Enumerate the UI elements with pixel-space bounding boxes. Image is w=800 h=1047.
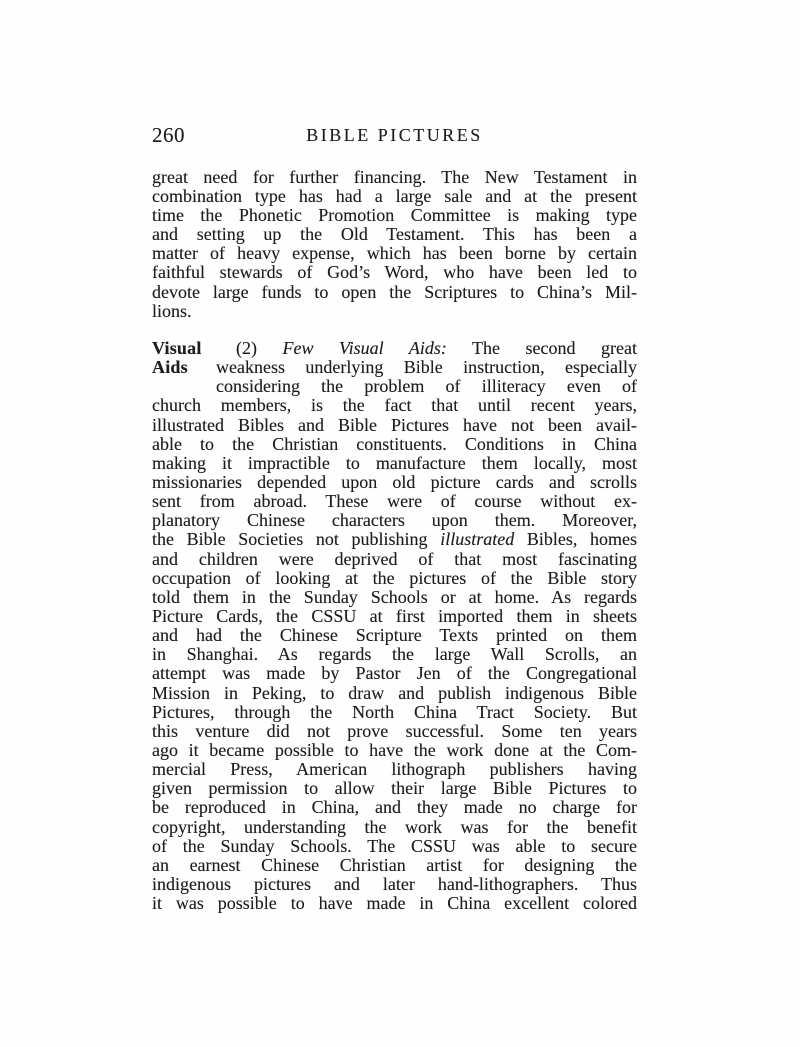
text-segment: lions. bbox=[152, 300, 192, 321]
text-segment: matter of heavy expense, which has been borne by certain bbox=[152, 243, 637, 264]
text-line bbox=[152, 779, 637, 798]
text-line bbox=[152, 856, 637, 875]
text-line bbox=[152, 626, 637, 645]
text-segment: Picture Cards, the CSSU at first imported them in sheets bbox=[152, 605, 637, 626]
text-segment: devote large funds to open the Scriptures to China’s Mil- bbox=[152, 281, 637, 302]
text-line bbox=[152, 396, 637, 415]
text-segment: missionaries depended upon old picture cards and scrolls bbox=[152, 471, 637, 492]
text-segment: Bibles, homes bbox=[514, 529, 638, 550]
text-segment: (2) bbox=[236, 338, 283, 358]
text-line bbox=[152, 168, 637, 187]
text-line bbox=[152, 588, 637, 607]
text-segment: weakness underlying Bible instruction, especially bbox=[216, 357, 637, 378]
text-segment: Pictures, through the North China Tract Society. But bbox=[152, 701, 637, 722]
text-segment: given permission to allow their large Bible Pictures to bbox=[152, 778, 637, 799]
text-line bbox=[152, 416, 637, 435]
text-line bbox=[152, 645, 637, 664]
text-segment: be reproduced in China, and they made no charge for bbox=[152, 797, 637, 818]
text-line bbox=[152, 875, 637, 894]
text-line bbox=[152, 302, 637, 321]
text-segment: copyright, understanding the work was for the benefit bbox=[152, 816, 637, 837]
running-title: BIBLE PICTURES bbox=[306, 125, 483, 145]
text-line bbox=[152, 435, 637, 454]
text-line bbox=[152, 684, 637, 703]
text-segment: church members, is the fact that until recent years, bbox=[152, 395, 637, 416]
text-segment: considering the problem of illiteracy even of bbox=[216, 376, 637, 397]
text-line bbox=[152, 569, 637, 588]
text-segment: of the Sunday Schools. The CSSU was able to secure bbox=[152, 835, 637, 856]
text-line bbox=[152, 225, 637, 244]
text-line bbox=[152, 358, 637, 377]
paragraph-continuation bbox=[152, 168, 637, 321]
text-segment: combination type has had a large sale and at the present bbox=[152, 186, 637, 207]
text-segment: this venture did not prove successful. Some ten years bbox=[152, 720, 637, 741]
text-segment: making it impractible to manufacture them locally, most bbox=[152, 452, 637, 473]
text-segment: time the Phonetic Promotion Committee is making type bbox=[152, 205, 637, 226]
paragraph-visual-aids bbox=[152, 339, 637, 913]
margin-heading-word: Aids bbox=[152, 357, 188, 378]
text-line bbox=[152, 798, 637, 817]
text-line bbox=[152, 187, 637, 206]
text-line bbox=[152, 454, 637, 473]
text-segment: the Bible Societies not publishing bbox=[152, 529, 441, 550]
text-line bbox=[152, 339, 637, 358]
text-segment: planatory Chinese characters upon them. Moreover, bbox=[152, 510, 637, 531]
text-line bbox=[152, 722, 637, 741]
text-line bbox=[152, 377, 637, 396]
text-line bbox=[152, 837, 637, 856]
text-line bbox=[152, 818, 637, 837]
text-line bbox=[152, 894, 637, 913]
text-segment: sent from abroad. These were of course without ex- bbox=[152, 491, 637, 512]
text-segment: faithful stewards of God’s Word, who have been led to bbox=[152, 262, 637, 283]
text-segment: in Shanghai. As regards the large Wall Scrolls, an bbox=[152, 644, 637, 665]
text-segment: attempt was made by Pastor Jen of the Congregational bbox=[152, 663, 637, 684]
text-segment: great need for further financing. The New Testament in bbox=[152, 167, 637, 187]
margin-heading-word: Visual bbox=[152, 338, 202, 358]
text-line bbox=[152, 244, 637, 263]
text-line bbox=[152, 492, 637, 511]
text-line bbox=[152, 760, 637, 779]
text-line bbox=[152, 741, 637, 760]
italic-text-segment: Few Visual Aids: bbox=[282, 338, 447, 358]
text-line bbox=[152, 550, 637, 569]
text-segment: an earnest Chinese Christian artist for designing the bbox=[152, 854, 637, 875]
text-segment: told them in the Sunday Schools or at home. As regards bbox=[152, 586, 637, 607]
text-segment: occupation of looking at the pictures of the Bible story bbox=[152, 567, 637, 588]
text-line bbox=[152, 206, 637, 225]
italic-text-segment: illustrated bbox=[440, 529, 515, 550]
text-line bbox=[152, 283, 637, 302]
text-line bbox=[152, 473, 637, 492]
text-line bbox=[152, 703, 637, 722]
text-line bbox=[152, 530, 637, 549]
text-line bbox=[152, 263, 637, 282]
text-segment: and setting up the Old Testament. This has been a bbox=[152, 224, 637, 245]
text-segment: and had the Chinese Scripture Texts printed on them bbox=[152, 625, 637, 646]
text-segment: ago it became possible to have the work done at the Com- bbox=[152, 739, 637, 760]
text-segment: The second great bbox=[446, 338, 637, 358]
text-line bbox=[152, 607, 637, 626]
text-line bbox=[152, 511, 637, 530]
page-number: 260 bbox=[152, 123, 185, 147]
text-segment: it was possible to have made in China excellent colored bbox=[152, 893, 637, 914]
text-segment: Mission in Peking, to draw and publish indigenous Bible bbox=[152, 682, 637, 703]
text-segment: illustrated Bibles and Bible Pictures have not been avail- bbox=[152, 414, 637, 435]
text-segment: and children were deprived of that most fascinating bbox=[152, 548, 637, 569]
text-segment: mercial Press, American lithograph publishers having bbox=[152, 759, 637, 780]
running-head bbox=[152, 124, 637, 146]
text-line bbox=[152, 664, 637, 683]
text-segment: able to the Christian constituents. Conditions in China bbox=[152, 433, 637, 454]
visual-aids-section bbox=[152, 339, 637, 913]
text-segment: indigenous pictures and later hand-lithographers. Thus bbox=[152, 873, 637, 894]
